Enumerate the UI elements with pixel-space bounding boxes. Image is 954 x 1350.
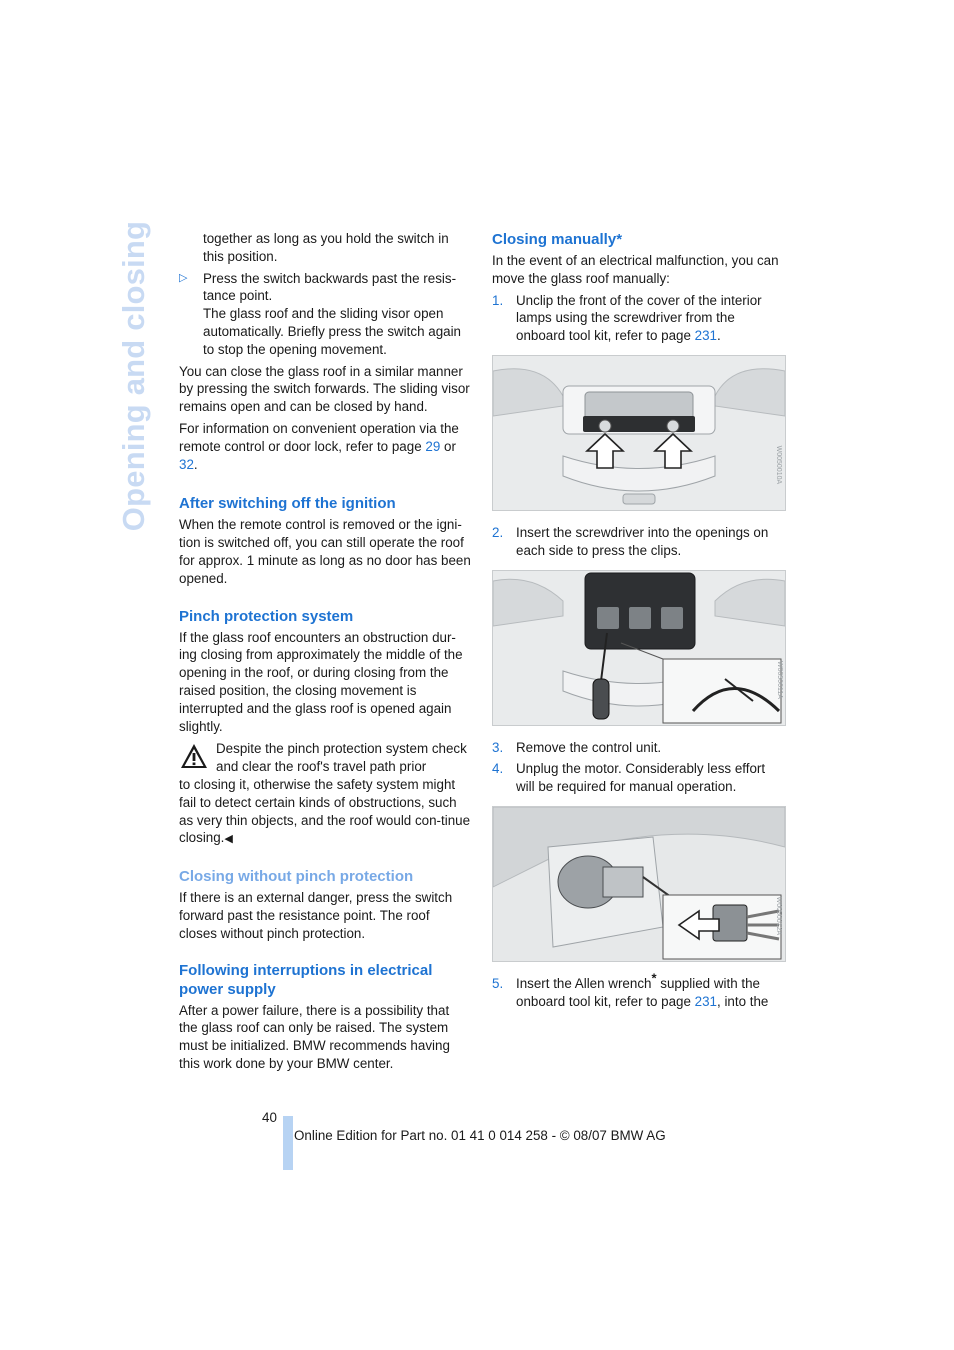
motor-unplug-illustration [493, 807, 785, 961]
info-text: For information on convenient operation via the remote control or door lock, refer to page [179, 420, 459, 454]
step-item [492, 739, 786, 757]
optional-equipment-star: * [651, 970, 657, 986]
page-link-29[interactable]: 29 [425, 438, 441, 454]
edition-notice: Online Edition for Part no. 01 41 0 014 258 - © 08/07 BMW AG [294, 1128, 666, 1143]
step-text: Insert the Allen wrench [516, 975, 652, 991]
warning-text-body: to closing it, otherwise the safety system might fail to detect certain kinds of obstructions, such as very thin objects, and the roof would con-tinue closing. [179, 776, 471, 846]
page-link-32[interactable]: 32 [179, 456, 194, 472]
page-number: 40 [262, 1110, 277, 1125]
triangle-bullet-icon: ▷ [179, 271, 188, 284]
warning-note [179, 740, 471, 849]
info-end: . [193, 456, 198, 472]
figure-code: W0050012A [775, 896, 783, 936]
heading-pinch-protection: Pinch protection system [179, 607, 354, 625]
pinch-protection-paragraph: If the glass roof encounters an obstruction dur-ing closing from approximately the middle of the opening in the roof, or during closing from the raised position, the closing movement is interrupted and the glass roof is opened again slightly. [179, 629, 463, 734]
warning-text-first: Despite the pinch protection system check and clear the roof's travel path prior [216, 741, 467, 775]
closing-manually-paragraph: In the event of an electrical malfunction, you can move the glass roof manually: [492, 253, 779, 286]
step-text: Remove the control unit. [516, 739, 662, 755]
right-column [492, 230, 786, 1015]
heading-closing-manually: Closing manually* [492, 231, 623, 248]
page-link-231[interactable]: 231 [694, 328, 717, 344]
heading-after-ignition: After switching off the ignition [179, 495, 396, 513]
figure-motor-plug [492, 806, 786, 962]
step-text-end: . [717, 328, 721, 344]
interior-lamp-cover-illustration [493, 356, 785, 510]
intro-paragraph: together as long as you hold the switch in this position. [203, 231, 449, 264]
step-number: 4. [492, 761, 504, 777]
step-item [492, 760, 786, 796]
warning-triangle-icon [179, 742, 209, 770]
bullet-text: Press the switch backwards past the resis-tance point. [203, 270, 457, 304]
bullet-subtext: The glass roof and the sliding visor open automatically. Briefly press the switch again to stop the opening movement. [203, 306, 462, 357]
step-number: 2. [492, 524, 504, 540]
screwdriver-illustration [493, 571, 785, 725]
info-paragraph [179, 420, 471, 473]
heading-power-interruptions: Following interruptions in electrical power supply [179, 961, 433, 998]
close-paragraph: You can close the glass roof in a similar manner by pressing the switch forwards. The sliding visor remains open and can be closed by hand. [179, 363, 470, 415]
power-interruptions-paragraph: After a power failure, there is a possibility that the glass roof can only be raised. The system must be initialized. BMW recommends having this work done by your BMW center. [179, 1002, 450, 1071]
after-ignition-paragraph: When the remote control is removed or the igni-tion is switched off, you can still operate the roof for approx. 1 minute as long as no door has been opened. [179, 517, 471, 586]
bullet-item [179, 270, 471, 359]
closing-without-pinch-paragraph: If there is an external danger, press the switch forward past the resistance point. The roof closes without pinch protection. [179, 890, 453, 941]
step-number: 3. [492, 739, 504, 755]
left-column [179, 230, 471, 1077]
figure-interior-lamps [492, 355, 786, 511]
step-item [492, 970, 786, 1011]
step-item [492, 524, 786, 560]
step-number: 5. [492, 975, 504, 991]
warning-text-rest [179, 776, 471, 849]
figure-screwdriver-clips [492, 570, 786, 726]
footer-accent-bar [283, 1116, 293, 1170]
step-text-end: , into the [717, 993, 769, 1009]
info-or: or [440, 438, 456, 454]
step-text: Insert the screwdriver into the openings on each side to press the clips. [516, 524, 769, 558]
step-text: Unplug the motor. Considerably less effort will be required for manual operation. [516, 761, 766, 795]
side-section-title [112, 220, 156, 532]
step-text: Unclip the front of the cover of the interior lamps using the screwdriver from the onboard tool kit, refer to page [516, 292, 762, 344]
step-number: 1. [492, 292, 504, 308]
heading-closing-without-pinch: Closing without pinch protection [179, 868, 414, 886]
page-link-231[interactable]: 231 [694, 993, 717, 1009]
figure-code: W0050010A [775, 445, 783, 485]
end-mark-icon: ◀ [224, 833, 233, 846]
step-item [492, 292, 786, 345]
side-section-title-text: Opening and closing [116, 220, 151, 532]
step-text-cont: supplied with the onboard tool kit, refer to page [516, 975, 761, 1009]
figure-code: W0050011A [775, 660, 783, 699]
